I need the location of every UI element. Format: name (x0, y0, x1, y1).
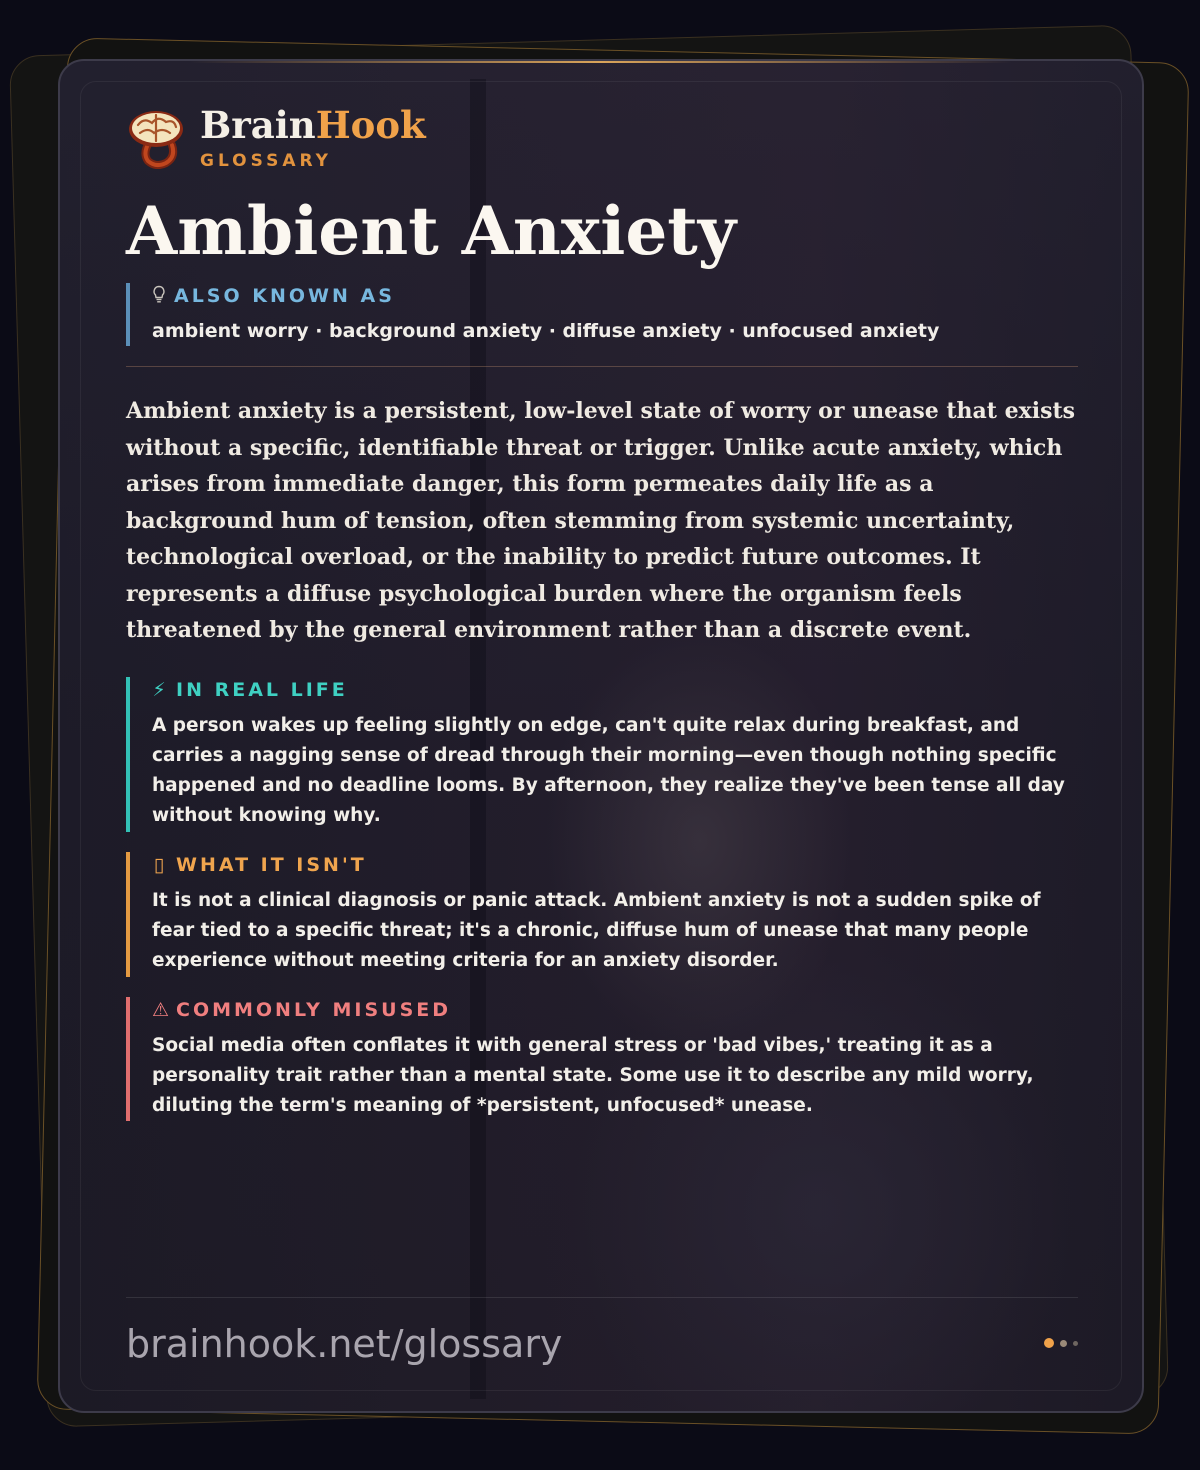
section-divider (126, 366, 1078, 367)
section-heading-label: IN REAL LIFE (176, 678, 348, 701)
page-indicator-dots (1044, 1338, 1078, 1348)
section-heading (152, 997, 1078, 1021)
also-known-as-label: ALSO KNOWN AS (174, 285, 395, 307)
also-known-as-list: ambient worry · background anxiety · diffuse anxiety · unfocused anxiety (152, 320, 940, 342)
brand-subtitle: GLOSSARY (200, 151, 332, 171)
section-body: Social media often conflates it with general stress or 'bad vibes,' treating it as a personality trait rather than a mental state. Some use it to describe any mild worry, diluting the term's meaning of *persistent, unfocused* unease. (152, 1034, 1034, 1117)
section-commonly-misused (126, 997, 1078, 1122)
section-heading (152, 852, 1078, 876)
also-known-as-heading (152, 285, 1078, 307)
section-in-real-life (126, 677, 1078, 832)
lightning-icon: ⚡ (152, 678, 166, 701)
card-content (126, 103, 1078, 1121)
section-what-it-isnt (126, 852, 1078, 977)
brain-hook-icon (126, 107, 186, 169)
section-body: A person wakes up feeling slightly on edge, can't quite relax during breakfast, and carries a nagging sense of dread through their morning—even though nothing specific happened and no deadline looms. By afternoon, they realize they've been tense all day without knowing why. (152, 714, 1065, 827)
brand-header (126, 103, 1078, 173)
brand-name-part1: Brain (200, 103, 316, 147)
warning-icon: ⚠ (152, 998, 170, 1021)
indicator-dot (1073, 1341, 1078, 1346)
missing-glyph-icon: ▯ (153, 853, 165, 876)
term-title: Ambient Anxiety (126, 192, 737, 270)
section-body: It is not a clinical diagnosis or panic attack. Ambient anxiety is not a sudden spike of fear tied to a specific threat; it's a chronic, diffuse hum of unease that many people experience without meeting criteria for an anxiety disorder. (152, 889, 1041, 972)
brand-name (200, 105, 426, 145)
brand-name-part2: Hook (315, 103, 426, 147)
definition-text: Ambient anxiety is a persistent, low-level state of worry or unease that exists without a specific, identifiable threat or trigger. Unlike acute anxiety, which arises from immediate danger, this form permeates daily life as a background hum of tension, often stemming from systemic uncertainty, technological overload, or the inability to predict future outcomes. It represents a diffuse psychological burden where the organism feels threatened by the general environment rather than a discrete event. (126, 398, 1076, 643)
indicator-dot-active (1044, 1338, 1054, 1348)
footer-url: brainhook.net/glossary (126, 1322, 563, 1366)
section-heading-label: COMMONLY MISUSED (176, 998, 452, 1021)
card-footer (126, 1297, 1078, 1366)
also-known-as (126, 283, 1078, 346)
indicator-dot (1060, 1340, 1067, 1347)
section-heading (152, 677, 1078, 701)
section-heading-label: WHAT IT ISN'T (176, 853, 367, 876)
glossary-card (58, 59, 1144, 1413)
lightbulb-icon (152, 285, 166, 304)
